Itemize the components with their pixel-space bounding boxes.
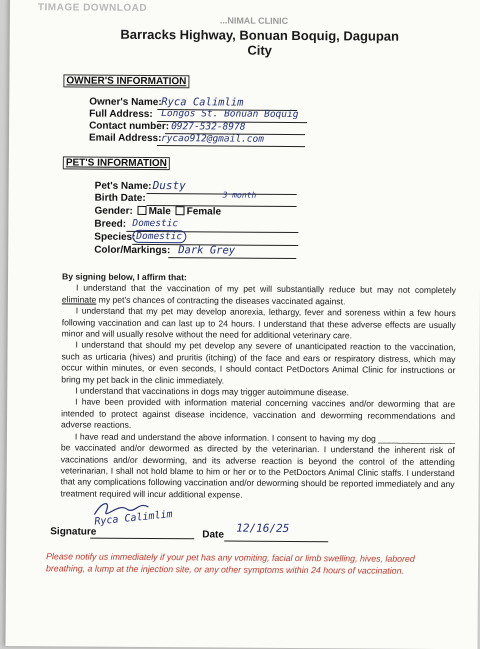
full-address-label: Full Address: <box>89 108 153 120</box>
affirmation-p4: I understand that vaccinations in dogs may trigger autoimmune disease. <box>75 385 350 398</box>
species-value: Domestic <box>132 230 186 243</box>
affirmation-p5: I have been provided with information material concerning vaccines and/or deworming that are intended to protect against disease incidence, vaccination and deworming recommendations and adverse reactions. <box>60 396 456 431</box>
clinic-name-partial: ...NIMAL CLINIC <box>219 15 289 26</box>
affirmation-p1: I understand that the vaccination of my pet will substantially reduce but may not completely eliminate my pet's chances of contracting the diseases vaccinated against. <box>61 282 456 307</box>
breed-label: Breed: <box>94 218 127 230</box>
signature-value: Ryca Calimlim <box>94 509 173 528</box>
color-markings-value: Dark Grey <box>178 244 236 257</box>
species-label: Species: <box>94 231 136 243</box>
affirmation-p6: I have read and understand the above information. I consent to having my dog ________________ be vaccinated and/or dewormed as directed by the veterinarian. I understand the inherent risk of vaccinations and/or deworming, and its adverse reaction is beyond the control of the attending veterinarian, I shall not hold blame to him or her or to the PetDoctors Animal Clinic staffs. I understand that any complications following vaccination and/or deworming should be reported immediately and any treatment required will incur additional expense. <box>60 431 455 500</box>
male-option-label: Male <box>148 205 171 218</box>
birth-date-label: Birth Date: <box>94 192 146 204</box>
color-markings-line <box>168 257 296 259</box>
date-value: 12/16/25 <box>236 521 290 535</box>
owner-name-label: Owner's Name: <box>89 96 162 109</box>
owner-name-value: Ryca Calimlim <box>161 96 244 109</box>
pet-name-line <box>147 193 297 195</box>
breed-value: Domestic <box>132 217 179 230</box>
pet-section-title: PET'S INFORMATION <box>63 156 170 170</box>
color-markings-label: Color/Markings: <box>94 244 171 257</box>
contact-number-label: Contact number: <box>89 120 170 133</box>
signature-label: Signature <box>50 526 97 538</box>
full-address-value: Longos St. Bonuan Boquig <box>161 108 299 121</box>
pet-name-label: Pet's Name: <box>94 180 152 192</box>
gender-row <box>94 206 221 218</box>
birth-date-value: 3 month <box>222 190 257 200</box>
clinic-address: Barracks Highway, Bonuan Boquig, Dagupan City <box>120 26 400 58</box>
signature-scribble <box>92 499 152 519</box>
date-label: Date <box>202 529 224 541</box>
post-vaccination-notice: Please notify us immediately if your pet has any vomiting, facial or limb swelling, hives, labored breathing, a lump at the injection site, or any other symptoms within 24 hours of vaccination. <box>45 551 415 576</box>
affirmation-text <box>60 271 456 502</box>
contact-number-value: 0927-532-8978 <box>171 121 246 133</box>
owner-section-title: OWNER'S INFORMATION <box>63 74 189 88</box>
affirmation-p2: I understand that my pet may develop anorexia, lethargy, fever and soreness within a few hours following vaccination and can last up to 24 hours. I understand that these adverse effects are usually minor and will usually resolve without the need for additional veterinary care. <box>61 305 456 341</box>
gender-label: Gender: <box>94 205 133 217</box>
date-line <box>224 541 328 543</box>
affirmation-p3: I understand that should my pet develop any severe of unanticipated reaction to the vaccination, such as urticaria (hives) and pruritis (itching) of the face and ears or respiratory distress, which may occur within minutes, or even seconds, I should contact PetDoctors Animal Clinic for instructions or bring my pet back in the clinic immediately. <box>61 339 456 386</box>
email-label: Email Address: <box>88 132 162 145</box>
email-line <box>157 145 305 147</box>
female-checkbox[interactable] <box>176 206 185 215</box>
female-option-label: Female <box>186 206 222 218</box>
consent-form-sheet <box>5 0 480 649</box>
faded-header-text: TIMAGE DOWNLOAD <box>37 2 148 14</box>
signature-line <box>90 538 194 540</box>
affirmation-lead: By signing below, I affirm that: <box>62 271 187 283</box>
pet-name-value: Dusty <box>152 179 186 193</box>
email-value: rycao912@gmail.com <box>160 133 264 145</box>
male-checkbox[interactable] <box>138 206 147 215</box>
